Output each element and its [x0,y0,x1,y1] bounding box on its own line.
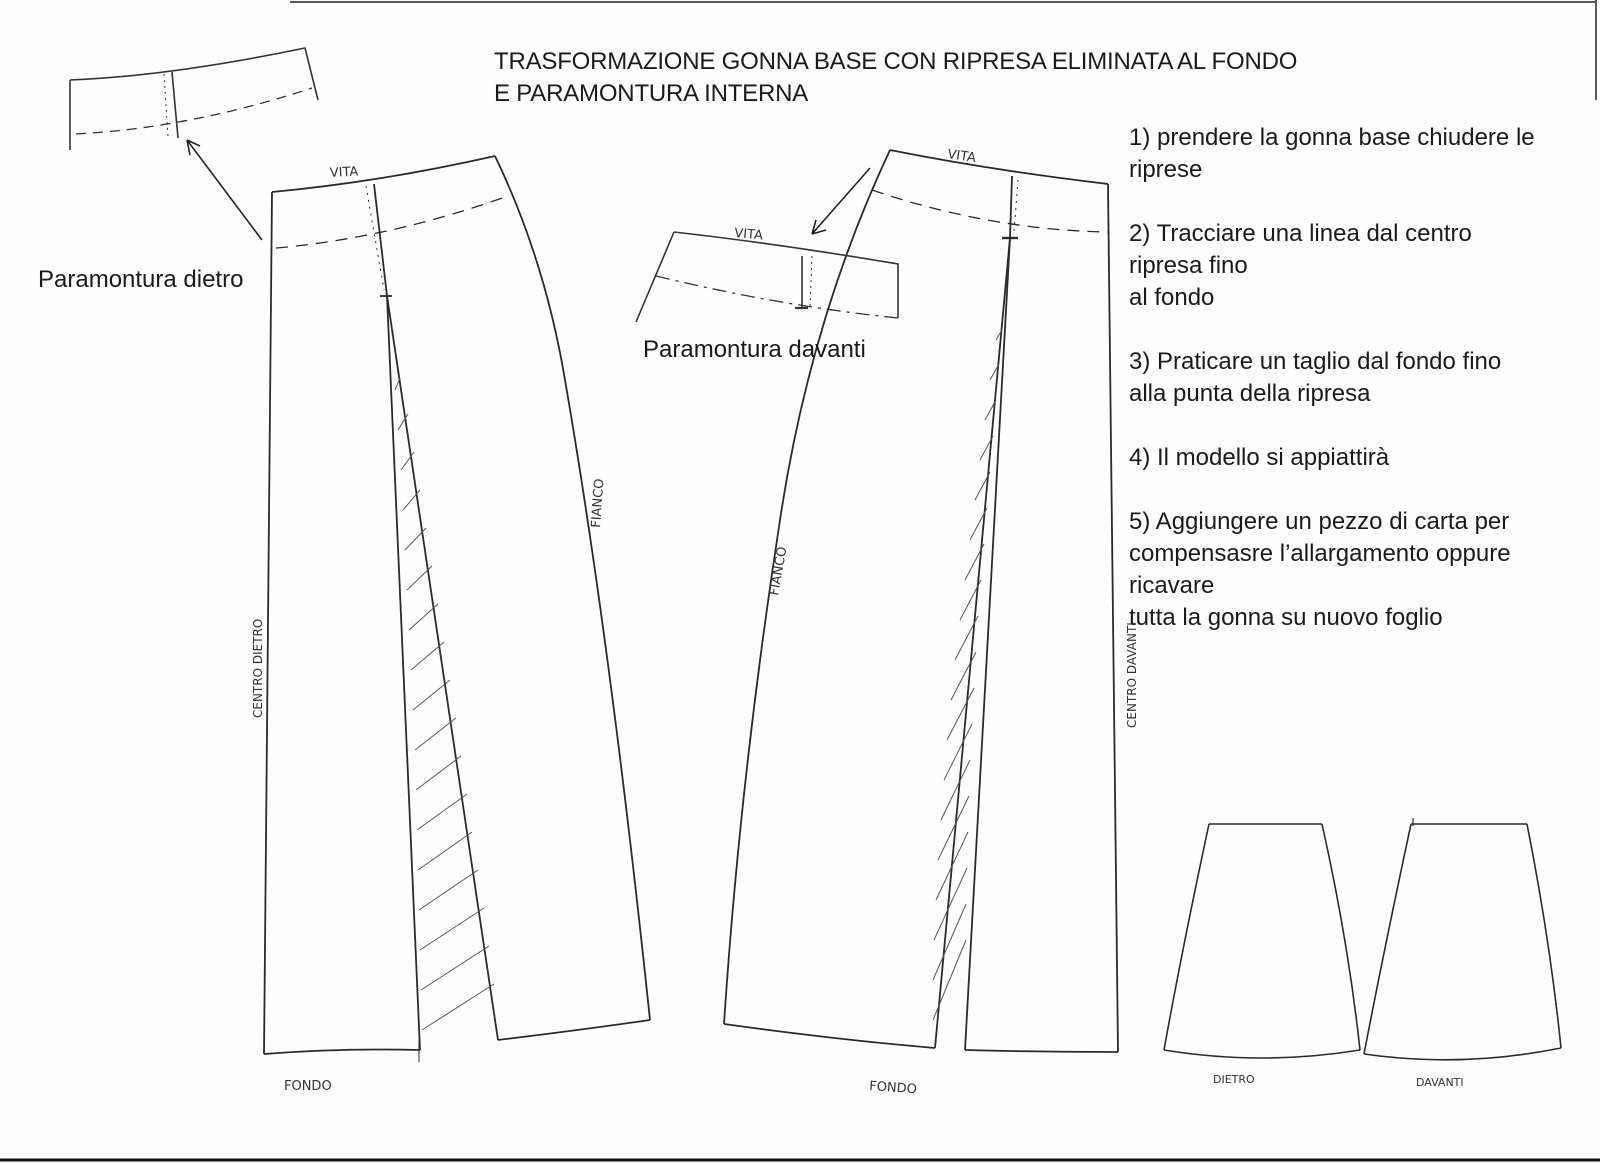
step-5 [1129,506,1599,634]
step-line: riprese [1129,156,1203,183]
step-line: ricavare [1129,572,1215,599]
back-dart-hatch [395,378,494,1030]
step-line: 1) prendere la gonna base chiudere le [1129,124,1535,151]
arrow-front-facing [812,168,870,234]
vita-label-front: VITA [946,147,977,166]
step-line: 5) Aggiungere un pezzo di carta per [1129,508,1510,535]
step-line: tutta la gonna su nuovo foglio [1129,604,1443,631]
vita-label-facing: VITA [733,226,764,244]
title-line-1: TRASFORMAZIONE GONNA BASE CON RIPRESA ELIMINATA AL FONDO [494,48,1298,75]
vita-label-back: VITA [329,164,359,181]
fondo-label-back: FONDO [284,1079,332,1094]
front-skirt-piece [724,150,1118,1052]
mini-skirt-davanti [1364,818,1561,1060]
fianco-label-front: FIANCO [767,545,791,597]
step-4 [1129,442,1599,474]
arrow-back-facing [187,140,262,240]
step-line: alla punta della ripresa [1129,380,1371,407]
step-2 [1129,218,1599,314]
back-facing-piece [70,48,318,150]
step-line: 2) Tracciare una linea dal centro [1129,220,1472,247]
title-line-2: E PARAMONTURA INTERNA [494,80,809,107]
paramontura-dietro-label: Paramontura dietro [38,266,244,293]
dietro-label: DIETRO [1213,1073,1255,1086]
paramontura-davanti-label: Paramontura davanti [643,336,866,363]
step-1 [1129,122,1599,186]
step-line: 3) Praticare un taglio dal fondo fino [1129,348,1502,375]
step-3 [1129,346,1599,410]
instruction-steps [1129,122,1599,666]
step-line: compensasre l’allargamento oppure [1129,540,1511,567]
centro-dietro-label: CENTRO DIETRO [251,618,265,718]
fianco-label-back: FIANCO [589,478,608,529]
mini-skirt-dietro [1164,824,1360,1058]
step-line: al fondo [1129,284,1215,311]
davanti-label: DAVANTI [1416,1076,1464,1089]
sheet-title [494,46,1297,110]
centro-davanti-label: CENTRO DAVANTI [1125,622,1139,728]
step-line: ripresa fino [1129,252,1248,279]
fondo-label-front: FONDO [868,1079,918,1098]
step-line: 4) Il modello si appiattirà [1129,444,1390,471]
front-facing-piece [636,232,898,322]
